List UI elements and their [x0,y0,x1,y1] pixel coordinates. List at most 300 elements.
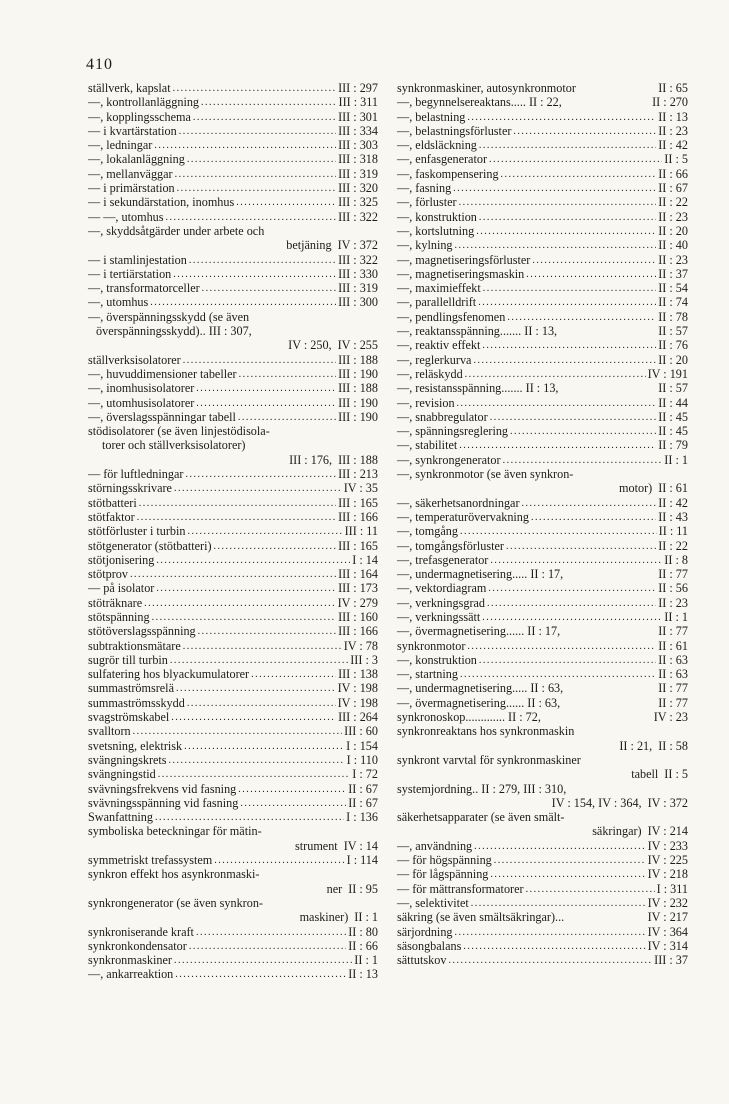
dot-leader [166,209,337,225]
index-term: —, reaktiv effekt [397,338,481,353]
index-term: —, verkningssätt [397,609,481,624]
index-entry [397,310,688,324]
page-reference: II : 43 [658,509,688,524]
index-entry [397,396,688,410]
page-reference: II : 77 [658,681,688,696]
index-term: —, transformatorceller [88,281,200,296]
index-term: motor) [619,481,653,496]
page-reference: II : 66 [348,938,378,953]
index-entry [397,524,688,538]
index-entry [88,238,378,252]
index-term: —, tomgång [397,524,458,539]
page-reference: I : 136 [346,810,378,825]
page-reference: II : 45 [658,424,688,439]
page-reference: II : 22 [658,538,688,553]
index-entry [88,424,378,438]
index-entry [88,496,378,510]
page-reference: II : 42 [658,138,688,153]
page-reference: III : 319 [338,281,378,296]
page-reference: IV : 255 [337,338,378,353]
page-reference: II : 13 [348,967,378,982]
index-term: synkronmaskiner [88,953,172,968]
index-term: —, konstruktion [397,652,477,667]
index-entry [88,267,378,281]
page-reference: II : 95 [348,881,378,896]
dot-leader [155,809,344,825]
page-reference: IV : 198 [337,695,378,710]
index-entry [88,310,378,324]
index-term: —, övermagnetisering...... II : 17, [397,624,561,639]
page-reference: II : 66 [658,166,688,181]
index-term: —, övermagnetisering...... II : 63, [397,695,561,710]
index-term: —, huvuddimensioner tabeller [88,366,237,381]
index-entry [397,152,688,166]
index-entry [397,324,688,338]
index-term: stöträknare [88,595,143,610]
index-entry [397,210,688,224]
index-entry [88,624,378,638]
index-term: stödisolatorer (se även linjestödisola- [88,424,270,439]
index-entry [88,210,378,224]
index-term: —, enfasgenerator [397,152,488,167]
index-term: —, reläskydd [397,366,463,381]
page-reference: II : 80 [348,924,378,939]
index-term: —, utomhus [88,295,149,310]
index-term: —, inomhusisolatorer [88,381,195,396]
index-entry [88,967,378,981]
page-reference: II : 78 [658,309,688,324]
index-entry [397,753,688,767]
index-term: —, pendlingsfenomen [397,309,506,324]
index-column-right [397,81,688,967]
page-number: 410 [86,56,113,73]
index-entry [88,124,378,138]
index-entry [397,624,688,638]
index-entry [397,925,688,939]
index-entry [397,281,688,295]
index-entry [88,567,378,581]
index-entry [88,824,378,838]
page-reference: II : 37 [658,266,688,281]
index-entry [88,581,378,595]
index-term: —, magnetiseringsmaskin [397,266,525,281]
page-reference: II : 40 [658,238,688,253]
index-term: —, revision [397,395,455,410]
page-reference: II : 61 [658,481,688,496]
index-entry [88,653,378,667]
index-term: —, förluster [397,195,457,210]
index-term: —, överspänningsskydd (se även [88,309,250,324]
page-reference: II : 1 [354,910,378,925]
index-entry [397,710,688,724]
dot-leader [214,852,344,868]
index-entry [88,167,378,181]
index-entry [397,939,688,953]
index-entry [397,110,688,124]
index-entry [88,610,378,624]
index-entry [397,824,688,838]
index-term: svalltorn [88,724,131,739]
index-term: —, selektivitet [397,895,469,910]
page-reference: III : 188 [338,452,378,467]
page-reference: II : 270 [652,95,688,110]
page-reference: III : 303 [338,138,378,153]
page-reference: II : 23 [658,595,688,610]
index-term: —, ledningar [88,138,153,153]
page-reference: II : 56 [658,581,688,596]
index-entry [88,953,378,967]
index-term: —, eldsläckning [397,138,477,153]
page-reference: II : 65 [658,81,688,95]
index-entry [397,81,688,95]
index-entry [88,324,378,338]
index-term: —, temperaturövervakning [397,509,529,524]
index-entry [88,896,378,910]
index-term: stötgenerator (stötbatteri) [88,538,212,553]
index-entry [397,267,688,281]
page-reference: IV : 35 [343,481,378,496]
index-entry [397,667,688,681]
index-term: ner [326,881,343,896]
index-term: —, trefasgenerator [397,552,489,567]
index-entry [397,381,688,395]
dot-leader [238,409,336,425]
index-entry [88,481,378,495]
index-entry [88,81,378,95]
index-term: —, vektordiagram [397,581,487,596]
index-term: summaströmsskydd [88,695,185,710]
index-term: svängningskrets [88,752,167,767]
index-entry [88,453,378,467]
index-entry [397,181,688,195]
page-reference: II : 5 [664,767,688,782]
index-entry [397,95,688,109]
dot-leader [175,966,346,982]
index-entry [88,110,378,124]
index-entry [397,882,688,896]
page-reference: II : 67 [348,781,378,796]
index-entry [88,138,378,152]
index-entry [397,867,688,881]
index-term: sulfatering hos blyackumulatorer [88,667,250,682]
index-term: —, överslagsspänningar tabell [88,409,236,424]
index-entry [397,510,688,524]
index-entry [88,381,378,395]
index-term: — —, utomhus [88,209,164,224]
index-term: II : 21, [619,738,653,753]
index-entry [88,810,378,824]
index-entry [88,281,378,295]
index-entry [397,810,688,824]
index-entry [397,338,688,352]
index-term: III : 176, [289,452,333,467]
page-reference: II : 44 [658,395,688,410]
index-entry [88,95,378,109]
index-term: —, maximieffekt [397,281,481,296]
index-entry [397,653,688,667]
index-term: sugrör till turbin [88,652,168,667]
page-reference: III : 165 [338,538,378,553]
index-entry [88,253,378,267]
page-reference: IV : 198 [337,681,378,696]
index-term: ställverk, kapslat [88,81,171,95]
dot-leader [503,452,663,468]
index-term: Swanfattning [88,810,153,825]
index-term: —, kortslutning [397,223,475,238]
index-entry [88,939,378,953]
dot-leader [490,552,662,568]
index-entry [397,581,688,595]
index-entry [88,681,378,695]
page-reference: III : 322 [338,209,378,224]
index-term: subtraktionsmätare [88,638,181,653]
page-reference: II : 20 [658,223,688,238]
dot-leader [482,609,662,625]
index-term: —, användning [397,838,473,853]
page-reference: III : 297 [338,81,378,95]
index-term: —, belastningsförluster [397,123,512,138]
page-reference: III : 60 [344,724,378,739]
page-reference: II : 1 [664,452,688,467]
page-reference: II : 45 [658,409,688,424]
index-entry [88,438,378,452]
page-reference: II : 76 [658,338,688,353]
page-reference: III : 188 [338,381,378,396]
index-term: synkront varvtal för synkronmaskiner [397,752,581,767]
page-reference: III : 330 [338,266,378,281]
index-term: maskiner) [299,910,349,925]
index-term: säkerhetsapparater (se även smält- [397,810,565,825]
index-entry [397,138,688,152]
index-entry [397,453,688,467]
index-entry [397,295,688,309]
page-reference: IV : 225 [647,853,688,868]
page-reference: II : 61 [658,638,688,653]
index-entry [397,567,688,581]
index-entry [88,739,378,753]
page-reference: I : 114 [346,853,378,868]
page-reference: III : 166 [338,624,378,639]
page-reference: II : 23 [658,252,688,267]
index-term: — för mättransformatorer [397,881,524,896]
index-entry [88,553,378,567]
index-term: —, belastning [397,109,466,124]
page-reference: II : 1 [664,609,688,624]
page-reference: II : 22 [658,195,688,210]
page-reference: IV : 279 [337,595,378,610]
index-term: —, kontrollanläggning [88,95,200,110]
index-term: betjäning [286,238,332,253]
index-term: IV : 250, [288,338,332,353]
index-entry [88,853,378,867]
index-term: störningsskrivare [88,481,172,496]
index-term: stötfaktor [88,509,135,524]
dot-leader [465,366,646,382]
index-entry [88,867,378,881]
index-entry [397,610,688,624]
index-term: — på isolator [88,581,155,596]
page-reference: II : 23 [658,209,688,224]
index-entry [88,224,378,238]
page-reference: IV : 372 [647,795,688,810]
index-term: ställverksisolatorer [88,352,181,367]
index-entry [88,753,378,767]
page-reference: II : 67 [658,181,688,196]
page-reference: I : 154 [346,738,378,753]
dot-leader [150,294,336,310]
page-reference: I : 14 [352,552,378,567]
page-reference: II : 79 [658,438,688,453]
index-term: överspänningsskydd).. III : 307, [96,324,252,339]
index-term: synkrongenerator (se även synkron- [88,895,263,910]
index-entry [397,739,688,753]
index-entry [397,238,688,252]
index-term: —, magnetiseringsförluster [397,252,531,267]
index-entry [397,438,688,452]
index-term: synkronoskop............. II : 72, [397,710,541,725]
index-term: —, synkronmotor (se även synkron- [397,467,574,482]
page-reference: II : 42 [658,495,688,510]
page-reference: III : 190 [338,409,378,424]
index-entry [397,496,688,510]
index-term: svävningsfrekvens vid fasning [88,781,237,796]
index-entry [88,596,378,610]
index-entry [88,181,378,195]
index-entry [88,152,378,166]
index-term: — i kvartärstation [88,123,177,138]
page-reference: II : 58 [658,738,688,753]
page-reference: IV : 191 [647,366,688,381]
page-reference: II : 77 [658,695,688,710]
index-term: IV : 154, IV : 364, [551,795,642,810]
index-term: — för lågspänning [397,867,489,882]
index-term: —, verkningsgrad [397,595,486,610]
index-term: svängningstid [88,767,156,782]
index-entry [397,696,688,710]
page-reference: IV : 372 [337,238,378,253]
index-term: — i sekundärstation, inomhus [88,195,235,210]
index-term: —, fasning [397,181,452,196]
index-term: —, reglerkurva [397,352,472,367]
index-entry [397,467,688,481]
index-entry [88,724,378,738]
index-entry [88,710,378,724]
index-entry [397,224,688,238]
index-entry [397,681,688,695]
index-term: —, synkrongenerator [397,452,501,467]
page-reference: IV : 233 [647,838,688,853]
page-reference: IV : 364 [647,924,688,939]
index-term: säkringar) [592,824,642,839]
page-reference: III : 325 [338,195,378,210]
index-entry [88,925,378,939]
index-term: —, startning [397,667,458,682]
index-term: stötförluster i turbin [88,524,186,539]
index-entry [88,467,378,481]
page-reference: II : 54 [658,281,688,296]
page-reference: III : 300 [338,295,378,310]
index-entry [397,724,688,738]
page-reference: II : 1 [354,953,378,968]
page-reference: I : 72 [352,767,378,782]
index-term: synkronkondensator [88,938,187,953]
page-reference: III : 264 [338,710,378,725]
index-term: svävningsspänning vid fasning [88,795,239,810]
dot-leader [507,309,656,325]
index-term: torer och ställverksisolatorer) [102,438,246,453]
index-term: strument [295,838,338,853]
page-reference: II : 13 [658,109,688,124]
page-reference: III : 190 [338,395,378,410]
page-reference: II : 20 [658,352,688,367]
index-term: — i stamlinjestation [88,252,187,267]
page-reference: III : 173 [338,581,378,596]
index-term: — för luftledningar [88,467,184,482]
index-term: —, faskompensering [397,166,499,181]
index-term: synkron effekt hos asynkronmaski- [88,867,260,882]
page-reference: II : 57 [658,381,688,396]
index-entry [88,410,378,424]
page-reference: III : 3 [350,652,378,667]
index-entry [397,796,688,810]
index-term: —, snabbregulator [397,409,488,424]
page-reference: IV : 214 [647,824,688,839]
index-term: stötspänning [88,609,150,624]
index-entry [88,696,378,710]
index-term: — i primärstation [88,181,175,196]
index-term: —, säkerhetsanordningar [397,495,520,510]
page-reference: I : 110 [346,752,378,767]
index-term: —, utomhusisolatorer [88,395,195,410]
index-term: synkronmotor [397,638,466,653]
index-entry [88,539,378,553]
index-term: tabell [631,767,659,782]
page-reference: III : 160 [338,609,378,624]
index-entry [88,839,378,853]
index-entry [88,767,378,781]
page-reference: III : 334 [338,123,378,138]
index-term: synkronmaskiner, autosynkronmotor [397,81,576,95]
page-reference: II : 77 [658,567,688,582]
index-term: symboliska beteckningar för mätin- [88,824,262,839]
index-term: stötprov [88,567,128,582]
index-entry [397,424,688,438]
index-entry [397,367,688,381]
page-reference: II : 57 [658,324,688,339]
index-term: stötbatteri [88,495,137,510]
page-reference: III : 138 [338,667,378,682]
page-reference: II : 63 [658,667,688,682]
page-reference: III : 311 [338,95,378,110]
index-term: —, resistansspänning....... II : 13, [397,381,559,396]
index-entry [88,195,378,209]
index-term: — i tertiärstation [88,266,172,281]
page-reference: III : 164 [338,567,378,582]
index-entry [397,767,688,781]
dot-leader [460,666,656,682]
index-term: —, lokalanläggning [88,152,185,167]
index-term: säsongbalans [397,938,462,953]
index-term: systemjordning.. II : 279, III : 310, [397,781,567,796]
index-term: —, begynnelsereaktans..... II : 22, [397,95,562,110]
index-term: —, kylning [397,238,453,253]
index-entry [88,667,378,681]
index-term: —, skyddsåtgärder under arbete och [88,223,265,238]
index-term: —, undermagnetisering..... II : 63, [397,681,564,696]
index-term: stötjonisering [88,552,155,567]
index-entry [397,853,688,867]
index-entry [397,253,688,267]
